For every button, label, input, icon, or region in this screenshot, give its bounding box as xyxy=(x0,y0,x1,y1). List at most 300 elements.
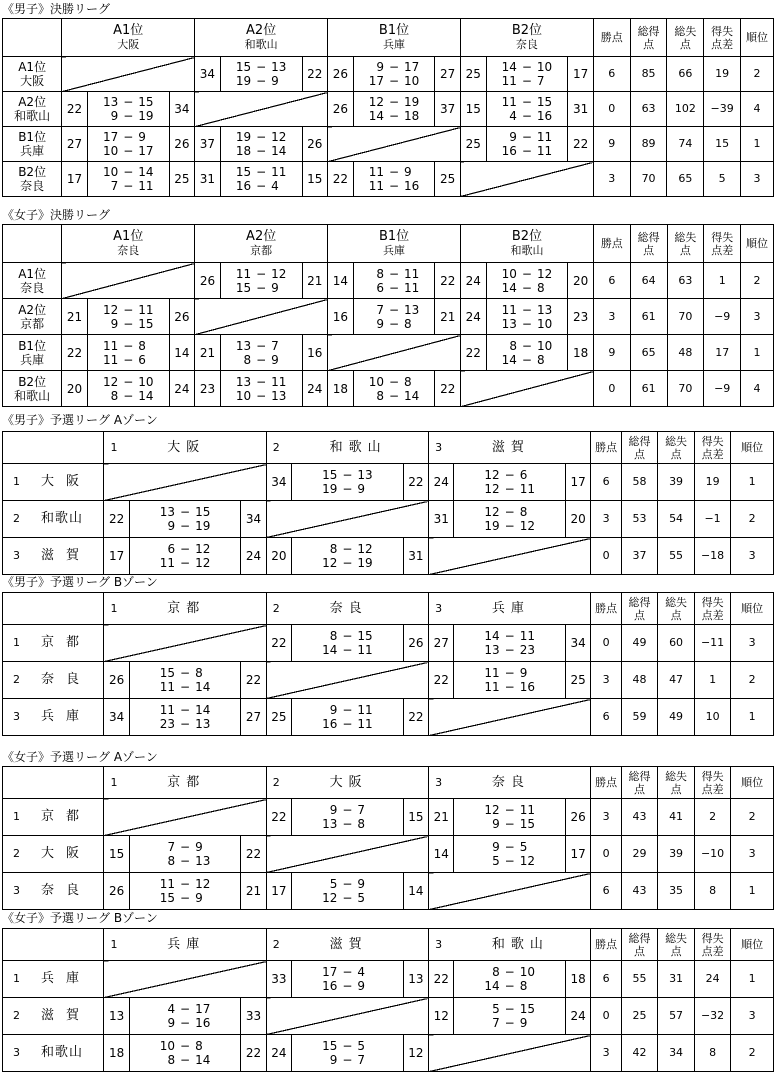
set-score-line xyxy=(487,130,568,144)
set-score-right: 10 xyxy=(519,965,535,979)
team-number: 1 xyxy=(13,810,20,823)
set-score-left: 13 xyxy=(102,95,119,109)
set-score-line xyxy=(130,891,241,905)
team-name: 和歌山 xyxy=(510,243,544,257)
set-score-right: 16 xyxy=(195,1016,211,1030)
set-score-dash: − xyxy=(256,165,267,179)
section-title-mens-prelim-b: 《男子》予選リーグ Bゾーン xyxy=(2,575,158,589)
stat-value: 55 xyxy=(621,961,658,998)
set-score-left: 17 xyxy=(322,965,338,979)
set-score-dash: − xyxy=(388,95,400,109)
stat-value: 49 xyxy=(658,699,695,736)
set-score-left: 12 xyxy=(102,302,119,317)
set-scores xyxy=(220,371,302,407)
set-score-line xyxy=(130,854,241,868)
set-score-line xyxy=(454,666,565,680)
set-scores xyxy=(454,961,566,998)
set-score-right: 8 xyxy=(519,505,528,519)
stat-value: 64 xyxy=(630,263,667,299)
points-against: 20 xyxy=(566,501,591,538)
set-score-line xyxy=(354,109,435,123)
points-for: 34 xyxy=(266,464,291,501)
stat-header-label: 勝点 xyxy=(595,776,618,789)
set-score-right: 9 xyxy=(357,979,366,993)
row-team-label xyxy=(3,335,62,371)
league-table xyxy=(2,18,774,197)
stat-value: 1 xyxy=(741,335,774,371)
set-score-left: 15 xyxy=(159,891,176,905)
set-score-line xyxy=(487,109,568,123)
set-score-left: 9 xyxy=(329,1053,338,1067)
team-row xyxy=(3,538,774,575)
stat-value: 3 xyxy=(591,1035,621,1072)
set-score-left: 14 xyxy=(368,109,384,123)
set-score-line xyxy=(454,979,565,993)
set-score-left: 9 xyxy=(167,1016,176,1030)
set-score-line xyxy=(292,979,403,993)
team-name: 和歌山 xyxy=(41,1045,84,1060)
team-name: 兵庫 xyxy=(41,971,92,986)
set-score-left: 13 xyxy=(501,316,517,331)
set-score-left: 9 xyxy=(329,803,338,817)
team-position: A2位 xyxy=(246,228,277,244)
points-for: 20 xyxy=(62,371,88,407)
set-score-left: 16 xyxy=(501,144,517,158)
points-for: 20 xyxy=(266,538,291,575)
stat-header-label: 総得点 xyxy=(628,769,651,796)
set-score-dash: − xyxy=(388,388,400,403)
set-score-right: 11 xyxy=(536,144,553,158)
stat-value: −11 xyxy=(694,625,731,662)
set-scores xyxy=(220,127,302,162)
set-score-left: 15 xyxy=(159,666,176,680)
set-score-left: 11 xyxy=(159,556,176,570)
set-score-right: 9 xyxy=(271,352,279,367)
set-score-right: 14 xyxy=(138,165,154,179)
team-position: A1位 xyxy=(113,22,144,38)
stat-value: 89 xyxy=(630,127,667,162)
stat-value: 5 xyxy=(704,162,741,197)
stat-value: 3 xyxy=(593,299,630,335)
points-against: 26 xyxy=(302,127,328,162)
set-score-right: 13 xyxy=(536,302,553,317)
set-score-left: 9 xyxy=(167,519,176,533)
set-score-right: 9 xyxy=(404,165,412,179)
set-score-right: 10 xyxy=(138,374,154,389)
set-score-right: 12 xyxy=(271,266,287,281)
set-score-right: 8 xyxy=(195,1039,203,1053)
set-score-left: 11 xyxy=(102,338,119,353)
set-score-line xyxy=(130,680,241,694)
points-for: 15 xyxy=(104,836,129,873)
team-position: B1位 xyxy=(18,338,47,353)
set-score-right: 15 xyxy=(138,95,154,109)
set-score-line xyxy=(487,144,568,158)
stat-value: 9 xyxy=(593,127,630,162)
team-row xyxy=(3,799,774,836)
set-score-right: 10 xyxy=(404,74,420,88)
set-score-dash: − xyxy=(521,352,532,367)
set-score-line xyxy=(221,60,302,74)
set-score-right: 11 xyxy=(271,165,287,179)
stat-header-label: 得失点差 xyxy=(711,230,734,257)
stat-value: 25 xyxy=(621,998,658,1035)
set-score-left: 6 xyxy=(167,542,176,556)
set-score-left: 10 xyxy=(102,165,119,179)
team-column-header: 和歌山 xyxy=(454,929,591,961)
set-score-right: 15 xyxy=(519,817,535,831)
stat-header xyxy=(694,929,731,961)
points-against: 14 xyxy=(403,873,428,910)
points-against: 33 xyxy=(241,998,266,1035)
corner-cell xyxy=(3,225,62,263)
set-scores xyxy=(454,662,566,699)
set-score-dash: − xyxy=(521,280,532,295)
points-for: 17 xyxy=(266,873,291,910)
set-score-dash: − xyxy=(342,468,353,482)
set-score-right: 6 xyxy=(138,352,146,367)
row-team-label xyxy=(3,873,104,910)
set-scores xyxy=(87,299,169,335)
stat-value: 6 xyxy=(591,464,621,501)
set-score-line xyxy=(221,339,302,353)
stat-value: 2 xyxy=(731,1035,774,1072)
set-score-line xyxy=(88,303,169,317)
team-name: 京都 xyxy=(250,243,273,257)
row-team-label xyxy=(3,127,62,162)
stat-value: 17 xyxy=(704,335,741,371)
points-for: 26 xyxy=(104,662,129,699)
points-against: 17 xyxy=(566,836,591,873)
set-score-line xyxy=(292,877,403,891)
stat-value: 4 xyxy=(741,371,774,407)
set-score-right: 7 xyxy=(357,1053,366,1067)
points-for: 26 xyxy=(195,263,221,299)
set-score-dash: − xyxy=(342,891,353,905)
set-score-dash: − xyxy=(123,352,134,367)
team-row xyxy=(3,335,774,371)
set-scores xyxy=(454,836,566,873)
self-match-cell xyxy=(104,464,266,501)
set-score-left: 19 xyxy=(235,74,252,88)
team-row xyxy=(3,92,774,127)
team-row xyxy=(3,57,774,92)
stat-value: −32 xyxy=(694,998,731,1035)
set-scores xyxy=(353,299,435,335)
set-score-dash: − xyxy=(123,338,134,353)
set-score-line xyxy=(454,965,565,979)
points-for: 14 xyxy=(328,263,354,299)
self-match-cell xyxy=(195,92,328,127)
set-score-line xyxy=(130,1002,241,1016)
set-score-dash: − xyxy=(342,482,353,496)
points-against: 21 xyxy=(241,873,266,910)
set-score-dash: − xyxy=(256,374,267,389)
set-score-line xyxy=(354,375,435,389)
team-row xyxy=(3,873,774,910)
stat-header-label: 得失点差 xyxy=(701,769,724,796)
set-score-right: 17 xyxy=(404,60,420,74)
team-row xyxy=(3,699,774,736)
set-score-left: 19 xyxy=(322,482,338,496)
row-team-label xyxy=(3,57,62,92)
team-column-header xyxy=(328,19,461,57)
set-scores xyxy=(486,335,568,371)
set-score-right: 14 xyxy=(195,703,211,717)
set-score-dash: − xyxy=(388,316,400,331)
points-against: 24 xyxy=(302,371,328,407)
points-for: 22 xyxy=(429,961,454,998)
stat-value: 8 xyxy=(694,1035,731,1072)
set-score-right: 7 xyxy=(271,338,279,353)
set-score-dash: − xyxy=(342,542,353,556)
team-position: B2位 xyxy=(18,374,47,389)
set-score-left: 12 xyxy=(484,803,500,817)
points-against: 22 xyxy=(241,1035,266,1072)
stat-header xyxy=(658,432,695,464)
set-scores xyxy=(129,873,241,910)
set-score-dash: − xyxy=(180,891,191,905)
corner-cell xyxy=(3,929,104,961)
team-number: 1 xyxy=(104,767,129,799)
set-score-dash: − xyxy=(123,165,134,179)
set-scores xyxy=(87,162,169,197)
corner-cell xyxy=(3,432,104,464)
set-score-right: 15 xyxy=(138,316,154,331)
set-score-line xyxy=(454,803,565,817)
stat-value: 3 xyxy=(591,501,621,538)
set-score-dash: − xyxy=(388,109,400,123)
set-score-left: 11 xyxy=(102,352,119,367)
set-score-right: 23 xyxy=(519,643,535,657)
header-row xyxy=(3,929,774,961)
set-score-left: 4 xyxy=(509,109,517,123)
self-match-cell xyxy=(195,299,328,335)
team-name: 兵庫 xyxy=(20,352,45,367)
stat-value: 6 xyxy=(591,699,621,736)
stat-value: 35 xyxy=(658,873,695,910)
row-team-label xyxy=(3,538,104,575)
set-score-dash: − xyxy=(388,60,400,74)
set-score-line xyxy=(88,339,169,353)
team-position: B1位 xyxy=(378,228,410,244)
set-score-line xyxy=(354,281,435,295)
stat-value: 6 xyxy=(593,263,630,299)
set-score-line xyxy=(292,468,403,482)
points-for: 22 xyxy=(266,625,291,662)
set-score-dash: − xyxy=(521,266,532,281)
team-column-header xyxy=(195,19,328,57)
section-title-womens-final: 《女子》決勝リーグ xyxy=(2,208,111,222)
stat-header-label: 勝点 xyxy=(595,441,618,454)
set-score-line xyxy=(454,854,565,868)
team-name: 兵庫 xyxy=(20,144,45,158)
points-for: 25 xyxy=(266,699,291,736)
stat-header xyxy=(704,225,741,263)
team-name: 和歌山 xyxy=(244,37,278,51)
set-score-right: 9 xyxy=(357,482,366,496)
set-score-right: 14 xyxy=(138,388,154,403)
set-score-left: 19 xyxy=(235,130,252,144)
team-number: 1 xyxy=(104,432,129,464)
stat-value: 41 xyxy=(658,799,695,836)
set-scores xyxy=(454,998,566,1035)
set-score-right: 8 xyxy=(357,817,366,831)
stat-header-label: 順位 xyxy=(746,31,769,44)
set-score-left: 9 xyxy=(492,840,500,854)
stat-value: −10 xyxy=(694,836,731,873)
stat-value: 63 xyxy=(630,92,667,127)
points-against: 26 xyxy=(169,127,195,162)
set-score-dash: − xyxy=(388,374,400,389)
set-score-line xyxy=(130,556,241,570)
set-score-right: 9 xyxy=(195,840,203,854)
set-score-right: 8 xyxy=(138,338,146,353)
set-score-left: 10 xyxy=(501,266,517,281)
team-position: A2位 xyxy=(18,302,47,317)
set-score-line xyxy=(454,505,565,519)
stat-header xyxy=(731,432,774,464)
set-score-right: 11 xyxy=(519,629,535,643)
team-row xyxy=(3,162,774,197)
stat-value: 63 xyxy=(667,263,704,299)
stat-value: 0 xyxy=(593,92,630,127)
set-score-line xyxy=(88,130,169,144)
set-score-line xyxy=(292,1053,403,1067)
set-score-line xyxy=(454,519,565,533)
team-number: 3 xyxy=(13,549,20,562)
row-team-label xyxy=(3,961,104,998)
stat-value: 0 xyxy=(591,836,621,873)
set-score-dash: − xyxy=(504,519,515,533)
team-name: 滋賀 xyxy=(41,1008,92,1023)
set-score-dash: − xyxy=(256,266,267,281)
stat-value: 43 xyxy=(621,799,658,836)
stat-value: 0 xyxy=(593,371,630,407)
set-score-right: 9 xyxy=(271,280,279,295)
team-row xyxy=(3,371,774,407)
set-score-left: 8 xyxy=(167,854,176,868)
set-scores xyxy=(129,662,241,699)
stat-value: 3 xyxy=(731,625,774,662)
set-scores xyxy=(129,538,241,575)
team-name: 奈良 xyxy=(41,672,92,687)
stat-header xyxy=(621,929,658,961)
points-for: 33 xyxy=(266,961,291,998)
stat-value: 39 xyxy=(658,464,695,501)
set-score-line xyxy=(88,389,169,403)
set-scores xyxy=(220,162,302,197)
team-row xyxy=(3,127,774,162)
set-score-line xyxy=(130,703,241,717)
stat-value: 8 xyxy=(694,873,731,910)
points-against: 26 xyxy=(566,799,591,836)
stat-header xyxy=(741,225,774,263)
stat-header-label: 総失点 xyxy=(674,230,697,257)
set-score-dash: − xyxy=(180,1016,191,1030)
stat-header-label: 順位 xyxy=(741,602,764,615)
stat-value: −18 xyxy=(694,538,731,575)
set-score-line xyxy=(292,717,403,731)
team-row xyxy=(3,1035,774,1072)
league-table xyxy=(2,224,774,407)
set-score-dash: − xyxy=(521,144,532,158)
set-score-left: 23 xyxy=(159,717,176,731)
points-for: 24 xyxy=(461,299,487,335)
team-number: 2 xyxy=(266,929,291,961)
set-score-line xyxy=(354,60,435,74)
self-match-cell xyxy=(429,538,591,575)
set-scores xyxy=(454,625,566,662)
set-score-line xyxy=(487,95,568,109)
points-for: 13 xyxy=(104,998,129,1035)
row-team-label xyxy=(3,699,104,736)
points-for: 21 xyxy=(62,299,88,335)
stat-value: 1 xyxy=(741,127,774,162)
set-score-line xyxy=(292,703,403,717)
points-against: 34 xyxy=(241,501,266,538)
stat-header xyxy=(731,593,774,625)
stat-value: −9 xyxy=(704,299,741,335)
team-position: A1位 xyxy=(18,60,47,74)
set-score-line xyxy=(292,965,403,979)
set-score-dash: − xyxy=(123,179,134,193)
team-row xyxy=(3,625,774,662)
points-for: 22 xyxy=(62,92,88,127)
team-column-header: 和歌山 xyxy=(292,432,429,464)
set-score-left: 16 xyxy=(235,179,252,193)
set-score-left: 8 xyxy=(329,542,338,556)
points-against: 22 xyxy=(568,127,594,162)
team-name: 大阪 xyxy=(41,474,92,489)
stat-value: 19 xyxy=(704,57,741,92)
set-score-line xyxy=(221,165,302,179)
stat-header xyxy=(658,593,695,625)
set-score-right: 12 xyxy=(271,130,287,144)
set-score-right: 8 xyxy=(536,352,545,367)
stat-header xyxy=(704,19,741,57)
set-score-left: 14 xyxy=(484,629,500,643)
set-score-left: 7 xyxy=(376,302,385,317)
set-scores xyxy=(220,335,302,371)
set-score-dash: − xyxy=(180,717,191,731)
set-score-left: 13 xyxy=(235,374,252,389)
stat-value: 49 xyxy=(621,625,658,662)
team-name: 和歌山 xyxy=(14,388,51,403)
set-score-dash: − xyxy=(180,854,191,868)
stat-value: 15 xyxy=(704,127,741,162)
team-name: 奈良 xyxy=(515,37,538,51)
set-score-right: 14 xyxy=(195,1053,211,1067)
set-score-dash: − xyxy=(180,505,191,519)
stat-value: 1 xyxy=(731,699,774,736)
set-score-line xyxy=(130,1039,241,1053)
stat-value: 24 xyxy=(694,961,731,998)
set-score-dash: − xyxy=(256,130,267,144)
set-score-left: 11 xyxy=(484,666,500,680)
stat-value: 2 xyxy=(731,501,774,538)
row-team-label xyxy=(3,998,104,1035)
stat-value: 2 xyxy=(731,662,774,699)
set-score-left: 9 xyxy=(110,316,119,331)
set-score-line xyxy=(354,95,435,109)
set-score-dash: − xyxy=(180,666,191,680)
set-score-line xyxy=(130,840,241,854)
row-team-label xyxy=(3,662,104,699)
set-score-left: 8 xyxy=(509,338,517,353)
corner-cell xyxy=(3,767,104,799)
set-score-left: 9 xyxy=(376,60,384,74)
